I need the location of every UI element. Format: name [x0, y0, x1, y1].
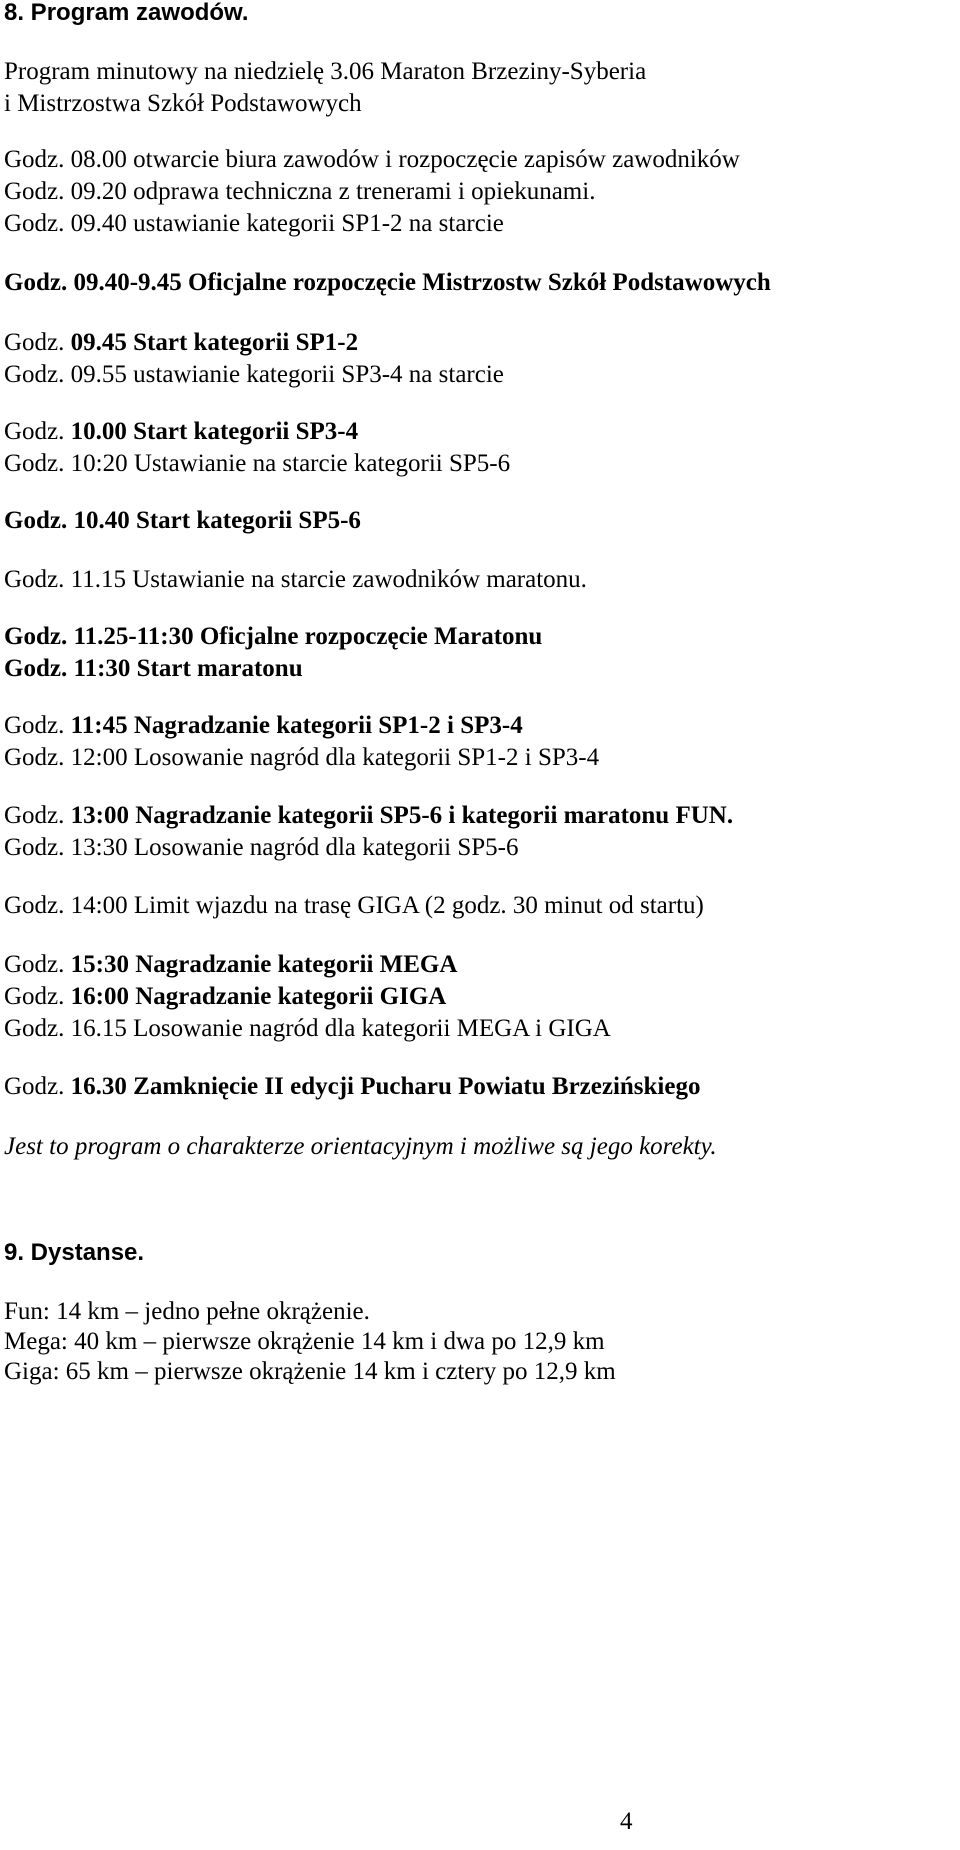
schedule-item-text: 14:00 Limit wjazdu na trasę GIGA (2 godz. 30 minut od startu)	[70, 892, 704, 919]
schedule-item	[4, 800, 733, 832]
schedule-item-text: 09.55 ustawianie kategorii SP3-4 na starcie	[70, 361, 504, 388]
schedule-item-text: 11:45 Nagradzanie kategorii SP1-2 i SP3-4	[70, 712, 523, 739]
schedule-item-prefix: Godz.	[4, 655, 74, 682]
schedule-item	[4, 327, 358, 359]
schedule-item-prefix: Godz.	[4, 361, 71, 388]
schedule-item-text: 12:00 Losowanie nagród dla kategorii SP1-2 i SP3-4	[70, 744, 600, 771]
schedule-item	[4, 144, 740, 176]
distance-description: pierwsze okrążenie 14 km i cztery po 12,9 km	[154, 1358, 616, 1385]
schedule-item-text: 09.20 odprawa techniczna z trenerami i opiekunami.	[70, 178, 596, 205]
schedule-item-prefix: Godz.	[4, 1073, 71, 1100]
schedule-item-text: 16.15 Losowanie nagród dla kategorii MEGA i GIGA	[70, 1015, 611, 1042]
schedule-item-prefix: Godz.	[4, 623, 74, 650]
schedule-item-prefix: Godz.	[4, 450, 71, 477]
distance-name: Giga: 65 km	[4, 1358, 129, 1385]
schedule-item-text: 10.00 Start kategorii SP3-4	[70, 418, 359, 445]
schedule-item	[4, 208, 504, 240]
distance-item: Fun: 14 km – jedno pełne okrążenie.	[4, 1298, 370, 1325]
schedule-item-prefix: Godz.	[4, 146, 71, 173]
schedule-item-text: 16:00 Nagradzanie kategorii GIGA	[70, 983, 447, 1010]
schedule-item-text: 10.40 Start kategorii SP5-6	[73, 507, 361, 534]
distance-item: Mega: 40 km – pierwsze okrążenie 14 km i dwa po 12,9 km	[4, 1328, 605, 1355]
schedule-item-text: 08.00 otwarcie biura zawodów i rozpoczęcie zapisów zawodników	[70, 146, 740, 173]
schedule-item-text: 09.40 ustawianie kategorii SP1-2 na starcie	[70, 210, 504, 237]
schedule-item	[4, 176, 595, 208]
program-subtitle-line-1: Program minutowy na niedzielę 3.06 Maraton Brzeziny-Syberia	[4, 58, 647, 85]
schedule-item	[4, 742, 599, 774]
schedule-item	[4, 267, 771, 299]
schedule-item	[4, 416, 358, 448]
schedule-item-prefix: Godz.	[4, 892, 71, 919]
schedule-item	[4, 448, 510, 480]
schedule-item-prefix: Godz.	[4, 951, 71, 978]
program-note: Jest to program o charakterze orientacyjnym i możliwe są jego korekty.	[4, 1133, 717, 1160]
schedule-item-text: 16.30 Zamknięcie II edycji Pucharu Powiatu Brzezińskiego	[70, 1073, 701, 1100]
schedule-item	[4, 949, 457, 981]
distance-item: Giga: 65 km – pierwsze okrążenie 14 km i cztery po 12,9 km	[4, 1358, 616, 1385]
schedule-item-prefix: Godz.	[4, 418, 71, 445]
program-subtitle-line-2: i Mistrzostwa Szkół Podstawowych	[4, 90, 362, 117]
schedule-item-text: 09.40-9.45 Oficjalne rozpoczęcie Mistrzostw Szkół Podstawowych	[73, 269, 771, 296]
schedule-item-prefix: Godz.	[4, 834, 71, 861]
schedule-item-prefix: Godz.	[4, 1015, 71, 1042]
section-9-heading: 9. Dystanse.	[4, 1239, 145, 1266]
schedule-item-text: 11.25-11:30 Oficjalne rozpoczęcie Maratonu	[73, 623, 543, 650]
schedule-item	[4, 653, 303, 685]
schedule-item-text: 11:30 Start maratonu	[73, 655, 303, 682]
schedule-item	[4, 1013, 611, 1045]
schedule-item	[4, 981, 446, 1013]
schedule-item-text: 10:20 Ustawianie na starcie kategorii SP5-6	[70, 450, 511, 477]
schedule-item-prefix: Godz.	[4, 712, 71, 739]
schedule-item-prefix: Godz.	[4, 210, 71, 237]
schedule-item	[4, 564, 587, 596]
schedule-item-prefix: Godz.	[4, 983, 71, 1010]
schedule-item-prefix: Godz.	[4, 566, 71, 593]
schedule-item-prefix: Godz.	[4, 507, 74, 534]
schedule-item-text: 13:00 Nagradzanie kategorii SP5-6 i kategorii maratonu FUN.	[70, 802, 734, 829]
distance-name: Mega: 40 km	[4, 1328, 138, 1355]
schedule-item-text: 13:30 Losowanie nagród dla kategorii SP5-6	[70, 834, 519, 861]
schedule-item	[4, 621, 542, 653]
schedule-item	[4, 890, 704, 922]
page-number: 4	[620, 1808, 633, 1835]
schedule-item	[4, 505, 361, 537]
schedule-item-prefix: Godz.	[4, 802, 71, 829]
schedule-item-prefix: Godz.	[4, 269, 74, 296]
schedule-item-text: 15:30 Nagradzanie kategorii MEGA	[70, 951, 458, 978]
schedule-item	[4, 1071, 700, 1103]
schedule-item	[4, 359, 504, 391]
schedule-item-prefix: Godz.	[4, 178, 71, 205]
schedule-item-text: 11.15 Ustawianie na starcie zawodników maratonu.	[70, 566, 587, 593]
section-8-heading: 8. Program zawodów.	[4, 0, 249, 26]
schedule-item-text: 09.45 Start kategorii SP1-2	[70, 329, 359, 356]
schedule-item	[4, 832, 519, 864]
schedule-item-prefix: Godz.	[4, 329, 71, 356]
schedule-item	[4, 710, 523, 742]
distance-description: pierwsze okrążenie 14 km i dwa po 12,9 km	[162, 1328, 605, 1355]
schedule-item-prefix: Godz.	[4, 744, 71, 771]
distance-description: jedno pełne okrążenie.	[144, 1298, 370, 1325]
distance-name: Fun: 14 km	[4, 1298, 120, 1325]
